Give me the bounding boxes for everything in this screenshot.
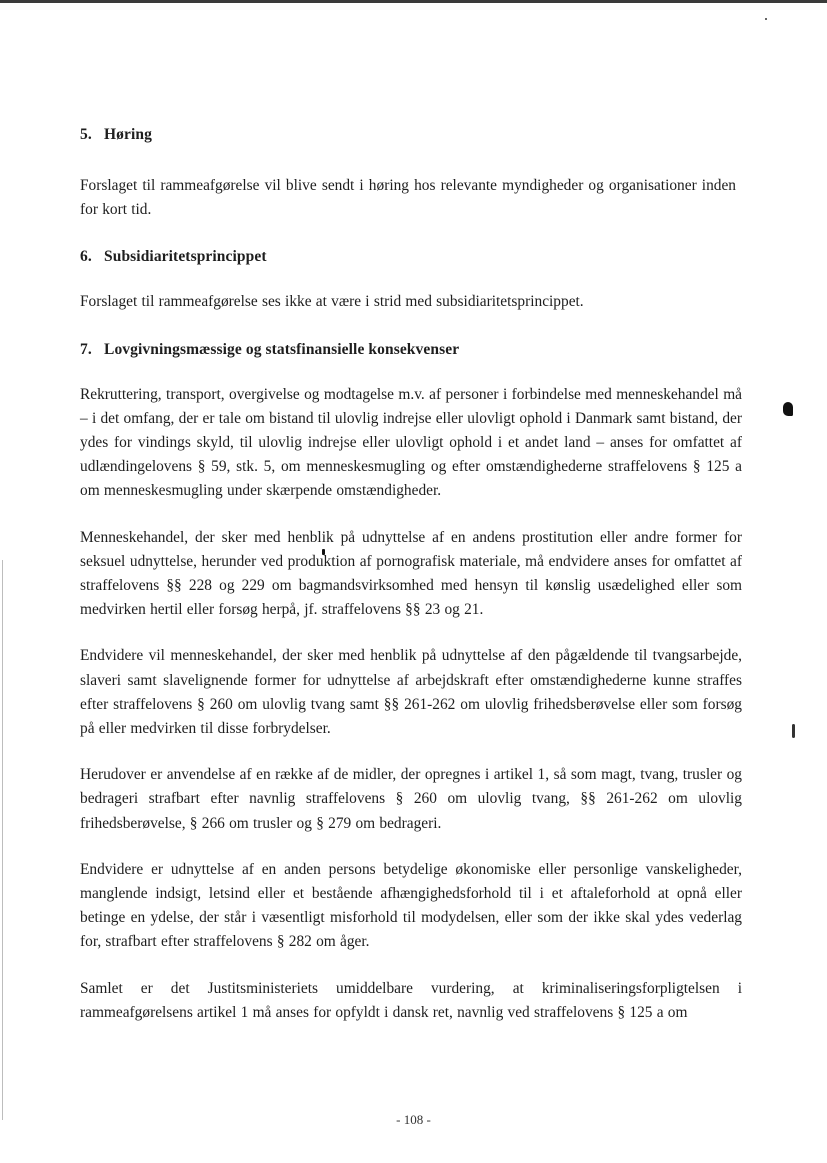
scan-top-edge: [0, 0, 827, 3]
section-title: Høring: [104, 126, 152, 143]
paragraph: Samlet er det Justitsministeriets umiddelbare vurdering, at kriminaliseringsforpligtelsen i rammeafgørelsens artikel 1 må anses for opfyldt i dansk ret, navnlig ved straffelovens § 125 a om: [80, 979, 742, 1021]
paragraph: Rekruttering, transport, overgivelse og modtagelse m.v. af personer i forbindelse med menneskehandel må – i det omfang, der er tale om bistand til ulovlig indrejse eller ulovligt ophold i Danmark samt bistand, der ydes for vindings skyld, til ulovlig indrejse eller ulovligt ophold i et andet land – anses for omfattet af udlændingelovens § 59, stk. 5, om menneskesmugling og efter omstændighederne straffelovens § 125 a om menneskesmugling under skærpende omstændigheder.: [80, 385, 742, 500]
paragraph: Herudover er anvendelse af en række af de midler, der opregnes i artikel 1, så som magt, tvang, trusler og bedrageri strafbart efter navnlig straffelovens § 260 om ulovlig tvang, §§ 261-262 om ulovlig frihedsberøvelse, § 266 om trusler og § 279 om bedrageri.: [80, 766, 742, 832]
scan-left-edge: [2, 560, 3, 1120]
section-title: Lovgivningsmæssige og statsfinansielle konsekvenser: [104, 340, 460, 358]
section-number: 6.: [80, 248, 92, 266]
scan-artifact-dot: [765, 18, 767, 20]
section-title: Subsidiaritetsprincippet: [104, 248, 267, 266]
document-body: [80, 124, 742, 1025]
scan-artifact-mark: [792, 724, 795, 738]
section-heading-konsekvenser: [80, 339, 742, 361]
paragraph: Endvidere vil menneskehandel, der sker med henblik på udnyttelse af den pågældende til tvangsarbejde, slaveri samt slavelignende former for udnyttelse af arbejdskraft efter omstændighederne kunne straffes efter straffelovens § 260 om ulovlig tvang samt §§ 261-262 om ulovlig frihedsberøvelse eller som forsøg på eller medvirken til disse forbrydelser.: [80, 647, 742, 738]
section-number: 7.: [80, 340, 92, 358]
page-number: - 108 -: [396, 1112, 431, 1127]
section-heading-horing: [80, 124, 742, 146]
paragraph: Forslaget til rammeafgørelse ses ikke at være i strid med subsidiaritetsprincippet.: [80, 293, 584, 311]
scan-artifact-mark: [783, 402, 793, 416]
paragraph: Menneskehandel, der sker med henblik på udnyttelse af en andens prostitution eller andre former for seksuel udnyttelse, herunder ved produktion af pornografisk materiale, må endvidere anses for omfattet af straffelovens §§ 228 og 229 om bagmandsvirksomhed med hensyn til kønslig usædelighed eller som medvirken hertil eller forsøg herpå, jf. straffelovens §§ 23 og 21.: [80, 528, 742, 619]
section-heading-subsidiaritet: [80, 246, 742, 268]
section-number: 5.: [80, 126, 92, 143]
paragraph: Forslaget til rammeafgørelse vil blive sendt i høring hos relevante myndigheder og organisationer inden for kort tid.: [80, 177, 736, 219]
paragraph: Endvidere er udnyttelse af en anden persons betydelige økonomiske eller personlige vanskeligheder, manglende indsigt, letsind eller et bestående afhængighedsforhold til i et aftaleforhold at opnå eller betinge en ydelse, der står i væsentligt misforhold til modydelsen, eller som der ikke skal ydes vederlag for, strafbart efter straffelovens § 282 om åger.: [80, 860, 742, 951]
